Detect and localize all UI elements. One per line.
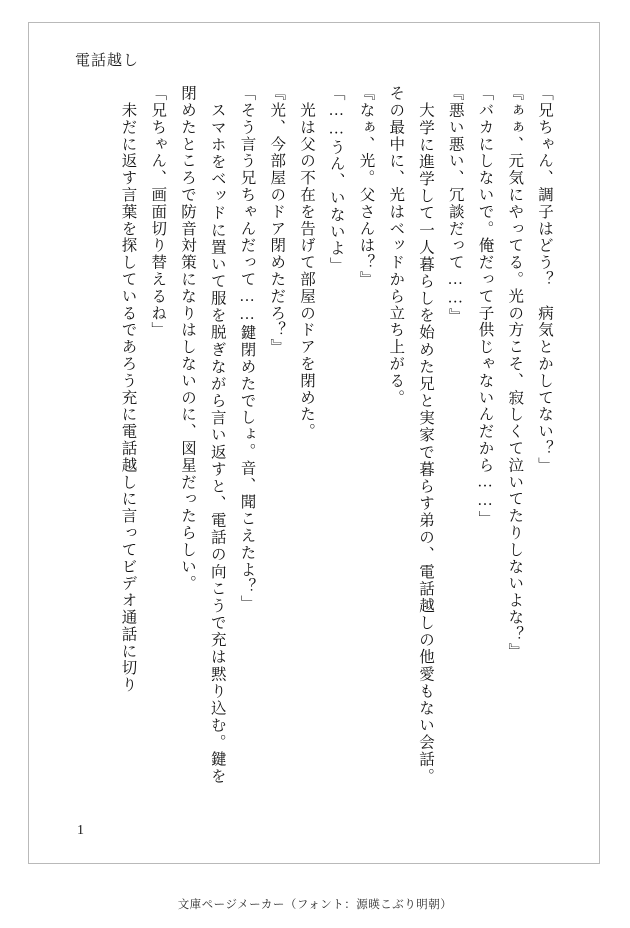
body-line: 『なぁ、光。父さんは？』 [357,85,375,288]
body-line: スマホをベッドに置いて服を脱ぎながら言い返すと、電話の向こうで充は黙り込む。鍵を閉めたところで防音対策になりはしないのに、図星だったらしい。 [179,85,226,785]
body-line: 「兄ちゃん、画面切り替えるね」 [149,85,167,339]
body-line: 光は父の不在を告げて部屋のドアを閉めた。 [298,85,315,440]
body-line: 大学に進学して一人暮らしを始めた兄と実家で暮らす弟の、電話越しの他愛もない会話。その最中に、光はベッドから立ち上がる。 [387,85,434,785]
footer-credit: 文庫ページメーカー（フォント：源暎こぶり明朝） [177,899,453,911]
body-line: 「兄ちゃん、調子はどう？ 病気とかしてない？」 [536,85,553,474]
document-page [28,22,600,864]
body-line: 「バカにしないで。俺だって子供じゃないんだから……」 [476,85,494,528]
body-line: 未だに返す言葉を探しているであろう充に電話越しに言ってビデオ通話に切り [119,85,137,694]
vertical-body-text [69,85,559,785]
body-line: 『ぁぁ、元気にやってる。光の方こそ、寂しくて泣いてたりしないよな？』 [506,85,524,660]
body-line: 「……うん、いないよ」 [327,85,345,274]
body-line: 「そう言う兄ちゃんだって……鍵閉めたでしょ。音、聞こえたよ？」 [238,85,256,612]
page-title: 電話越し [75,53,140,69]
page-content-area [29,23,599,863]
body-line: 『光、今部屋のドア閉めただろ？』 [268,85,286,356]
page-number: 1 [77,823,84,838]
body-line: 『悪い悪い、冗談だって……』 [446,85,464,325]
